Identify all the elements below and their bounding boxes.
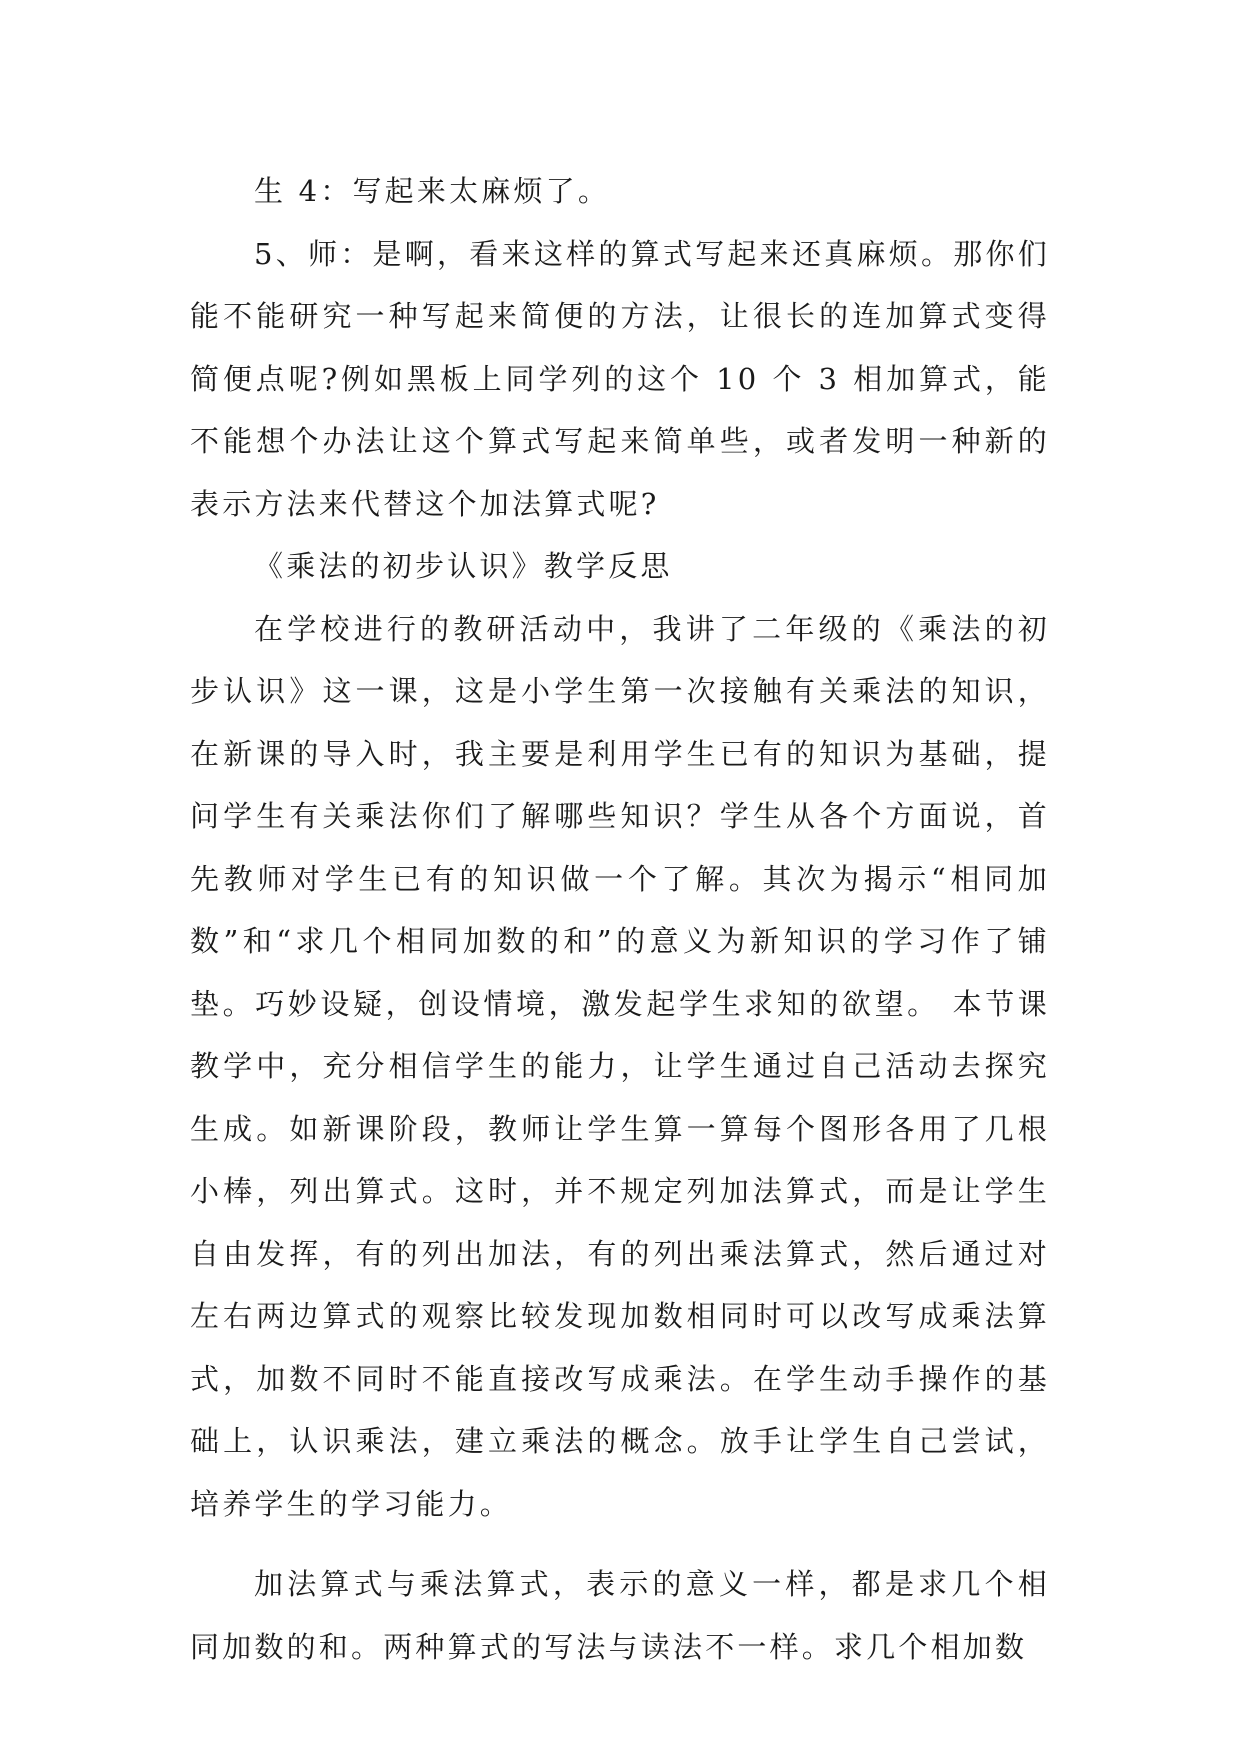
student-answer-paragraph: 生 4：写起来太麻烦了。 [254,174,611,208]
section-heading: 《乘法的初步认识》教学反思 [254,549,673,583]
teacher-question-paragraph: 5、师：是啊，看来这样的算式写起来还真麻烦。那你们能不能研究一种写起来简便的方法，让很长的连加算式变得简便点呢?例如黑板上同学列的这个 10 个 3 相加算式，能不能想个办法让这个算式写起来简单些，或者发明一种新的表示方法来代替这个加法算式呢? [190,236,1050,521]
reflection-paragraph: 在学校进行的教研活动中，我讲了二年级的《乘法的初步认识》这一课，这是小学生第一次接触有关乘法的知识，在新课的导入时，我主要是利用学生已有的知识为基础，提问学生有关乘法你们了解哪些知识？学生从各个方面说，首先教师对学生已有的知识做一个了解。其次为揭示“相同加数”和“求几个相同加数的和”的意义为新知识的学习作了铺垫。巧妙设疑，创设情境，激发起学生求知的欲望。 本节课教学中，充分相信学生的能力，让学生通过自己活动去探究生成。如新课阶段，教师让学生算一算每个图形各用了几根小棒，列出算式。这时，并不规定列加法算式，而是让学生自由发挥，有的列出加法，有的列出乘法算式，然后通过对左右两边算式的观察比较发现加数相同时可以改写成乘法算式，加数不同时不能直接改写成乘法。在学生动手操作的基础上，认识乘法，建立乘法的概念。放手让学生自己尝试，培养学生的学习能力。 [190,611,1050,1521]
document-page [190,160,1050,1678]
conclusion-paragraph: 加法算式与乘法算式，表示的意义一样，都是求几个相同加数的和。两种算式的写法与读法不一样。求几个相加数 [190,1567,1050,1664]
